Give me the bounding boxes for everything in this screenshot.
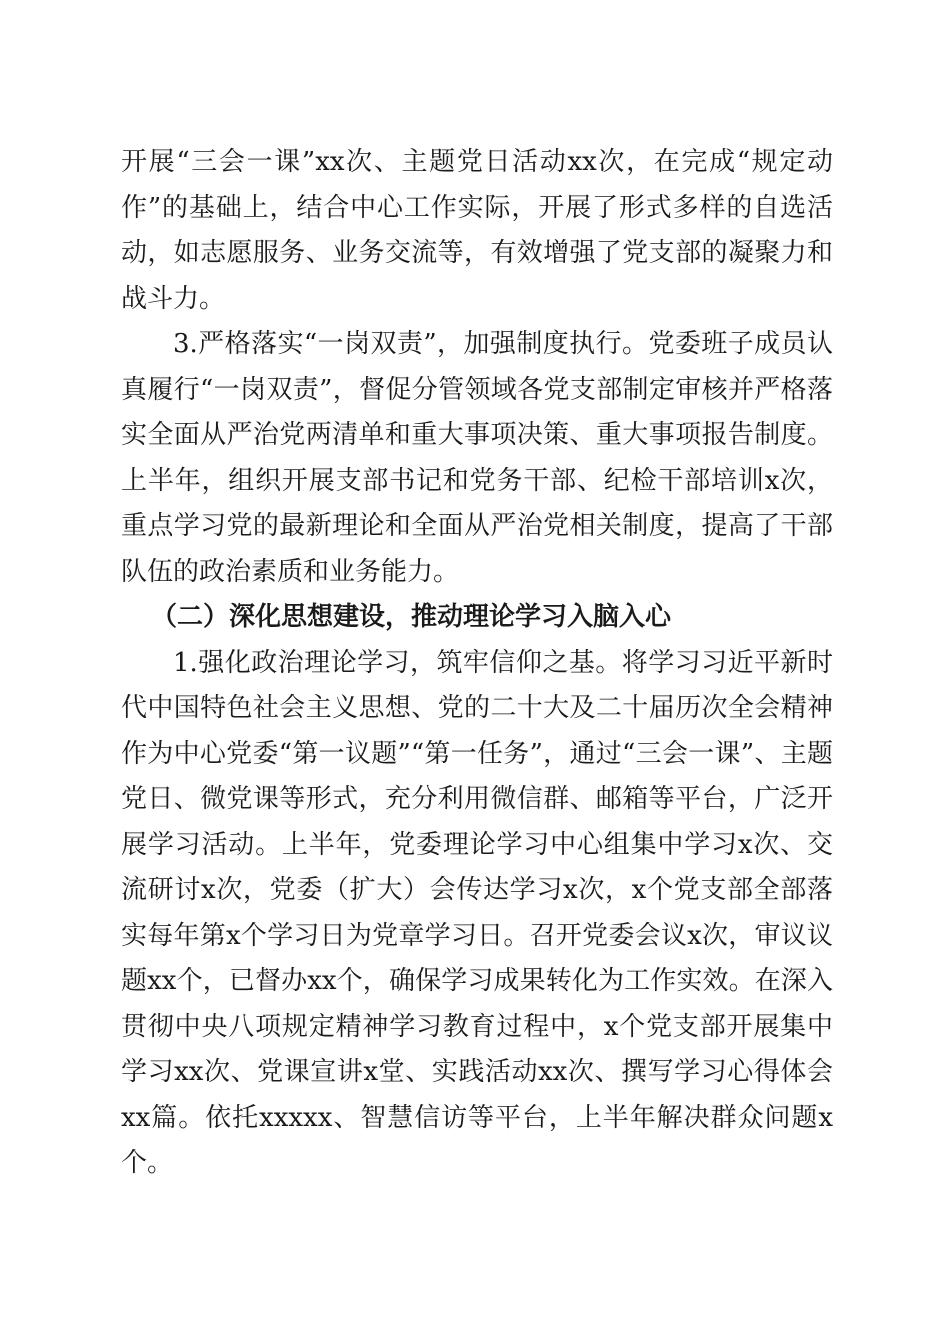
paragraph-item-1: 1.强化政治理论学习，筑牢信仰之基。将学习习近平新时代中国特色社会主义思想、党的二十大及二十届历次全会精神作为中心党委“第一议题”“第一任务”，通过“三会一课”、主题党日、微党课等形式，充分利用微信群、邮箱等平台，广泛开展学习活动。上半年，党委理论学习中心组集中学习x次、交流研讨x次，党委（扩大）会传达学习x次，x个党支部全部落实每年第x个学习日为党章学习日。召开党委会议x次，审议议题xx个，已督办xx个，确保学习成果转化为工作实效。在深入贯彻中央八项规定精神学习教育过程中，x个党支部开展集中学习xx次、党课宣讲x堂、实践活动xx次、撰写学习心得体会xx篇。依托xxxxx、智慧信访等平台，上半年解决群众问题x个。	[121, 647, 833, 1178]
document-body	[121, 140, 833, 1187]
paragraph-continuation: 开展“三会一课”xx次、主题党日活动xx次，在完成“规定动作”的基础上，结合中心工作实际，开展了形式多样的自选活动，如志愿服务、业务交流等，有效增强了党支部的凝聚力和战斗力。	[121, 147, 833, 314]
paragraph-item-3: 3.严格落实“一岗双责”，加强制度执行。党委班子成员认真履行“一岗双责”，督促分管领域各党支部制定审核并严格落实全面从严治党两清单和重大事项决策、重大事项报告制度。上半年，组织开展支部书记和党务干部、纪检干部培训x次，重点学习党的最新理论和全面从严治党相关制度，提高了干部队伍的政治素质和业务能力。	[121, 329, 833, 587]
section-heading: （二）深化思想建设，推动理论学习入脑入心	[151, 602, 672, 632]
